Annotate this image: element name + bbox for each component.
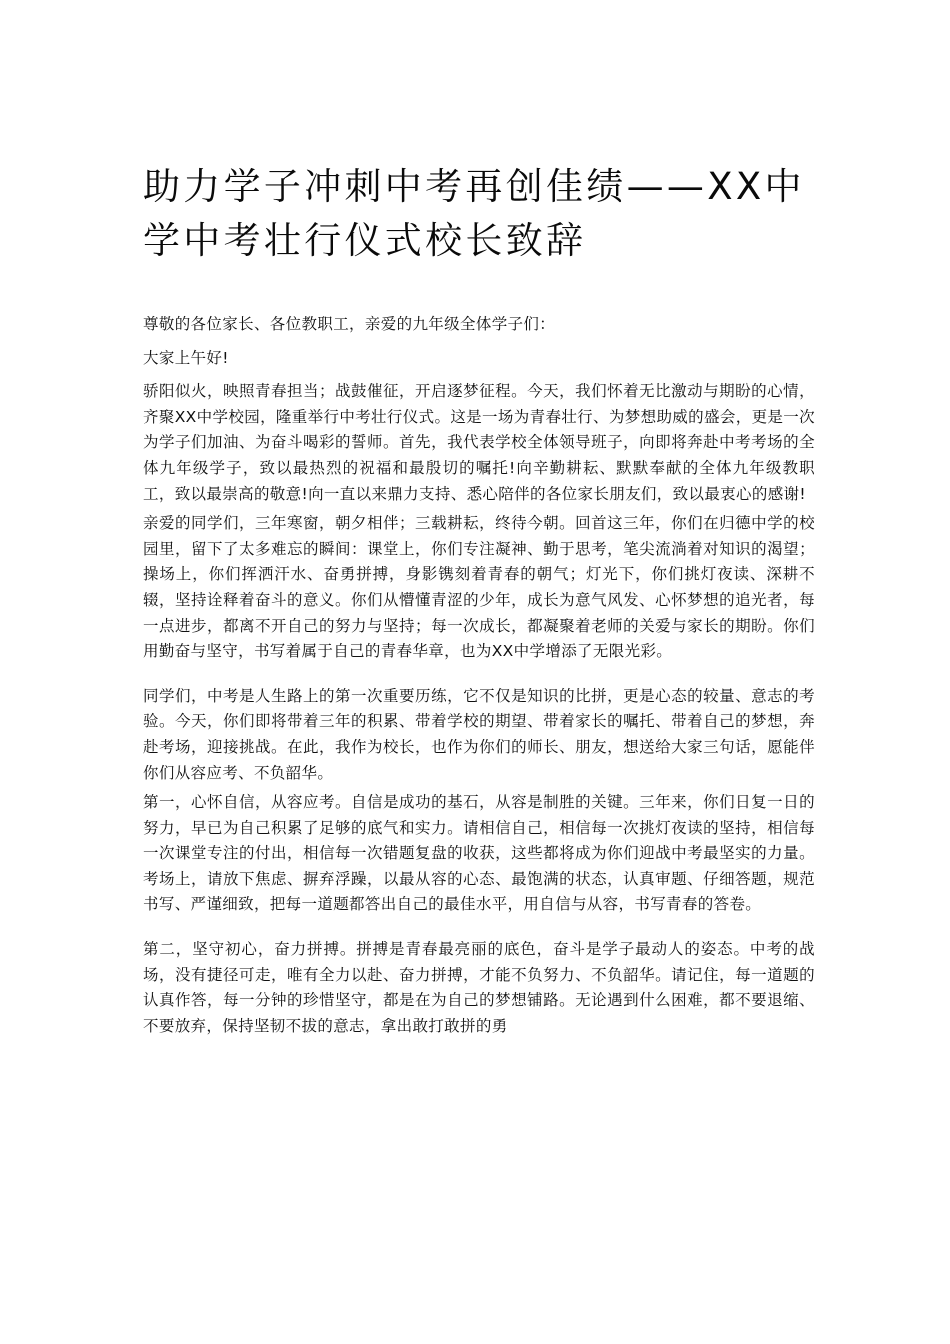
paragraph-review: 亲爱的同学们，三年寒窗，朝夕相伴；三载耕耘，终待今朝。回首这三年，你们在归德中学的校园里，留下了太多难忘的瞬间：课堂上，你们专注凝神、勤于思考，笔尖流淌着对知识的渴望；操场上，你们挥洒汗水、奋勇拼搏，身影镌刻着青春的朝气；灯光下，你们挑灯夜读、深耕不辍，坚持诠释着奋斗的意义。你们从懵懂青涩的少年，成长为意气风发、心怀梦想的追光者，每一点进步，都离不开自己的努力与坚持；每一次成长，都凝聚着老师的关爱与家长的期盼。你们用勤奋与坚守，书写着属于自己的青春华章，也为XX中学增添了无限光彩。 <box>143 514 815 661</box>
paragraph-exam-meaning: 同学们，中考是人生路上的第一次重要历练，它不仅是知识的比拼，更是心态的较量、意志的考验。今天，你们即将带着三年的积累、带着学校的期望、带着家长的嘱托、带着自己的梦想，奔赴考场，迎接挑战。在此，我作为校长，也作为你们的师长、朋友，想送给大家三句话，愿能伴你们从容应考、不负韶华。 <box>143 686 815 782</box>
document-title: 助力学子冲刺中考再创佳绩——XX中学中考壮行仪式校长致辞 <box>143 165 805 262</box>
document-body <box>143 312 815 1039</box>
paragraph-greeting: 大家上午好! <box>143 348 229 367</box>
paragraph-point-two: 第二，坚守初心，奋力拼搏。拼搏是青春最亮丽的底色，奋斗是学子最动人的姿态。中考的战场，没有捷径可走，唯有全力以赴、奋力拼搏，才能不负努力、不负韶华。请记住，每一道题的认真作答，每一分钟的珍惜坚守，都是在为自己的梦想铺路。无论遇到什么困难，都不要退缩、不要放弃，保持坚韧不拔的意志，拿出敢打敢拼的勇 <box>143 940 815 1035</box>
paragraph-opening: 骄阳似火，映照青春担当；战鼓催征，开启逐梦征程。今天，我们怀着无比激动与期盼的心情，齐聚XX中学校园，隆重举行中考壮行仪式。这是一场为青春壮行、为梦想助威的盛会，更是一次为学子们加油、为奋斗喝彩的誓师。首先，我代表学校全体领导班子，向即将奔赴中考考场的全体九年级学子，致以最热烈的祝福和最殷切的嘱托!向辛勤耕耘、默默奉献的全体九年级教职工，致以最崇高的敬意!向一直以来鼎力支持、悉心陪伴的各位家长朋友们，致以最衷心的感谢! <box>143 382 815 503</box>
paragraph-salutation: 尊敬的各位家长、各位教职工，亲爱的九年级全体学子们： <box>143 315 556 333</box>
paragraph-point-one: 第一，心怀自信，从容应考。自信是成功的基石，从容是制胜的关键。三年来，你们日复一日的努力，早已为自己积累了足够的底气和实力。请相信自己，相信每一次挑灯夜读的坚持，相信每一次课堂专注的付出，相信每一次错题复盘的收获，这些都将成为你们迎战中考最坚实的力量。考场上，请放下焦虑、摒弃浮躁，以最从容的心态、最饱满的状态，认真审题、仔细答题，规范书写、严谨细致，把每一道题都答出自己的最佳水平，用自信与从容，书写青春的答卷。 <box>143 793 815 914</box>
